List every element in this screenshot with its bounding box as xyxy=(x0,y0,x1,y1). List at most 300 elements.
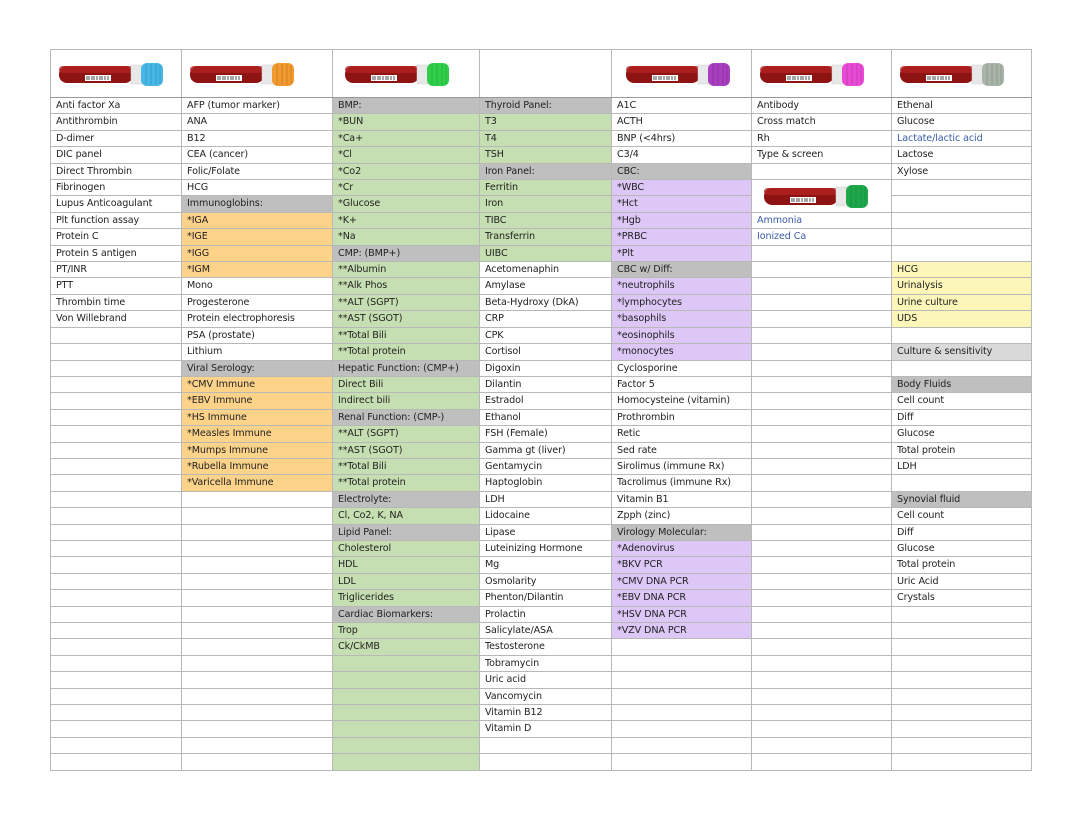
table-row xyxy=(51,721,1032,737)
gold-top-tube xyxy=(188,59,298,89)
gray-top-cell xyxy=(892,180,1032,196)
lavender-top-cell xyxy=(612,360,752,376)
cell-text: FSH (Female) xyxy=(485,428,548,440)
blue-top-cell xyxy=(51,639,182,655)
gray-top-cell xyxy=(892,721,1032,737)
gold-top-cell xyxy=(182,606,333,622)
green-top-cell xyxy=(333,458,480,474)
green-top-cell xyxy=(480,524,612,540)
cell-text: Retic xyxy=(617,428,641,440)
cell-text: Lactate/lactic acid xyxy=(897,132,983,144)
table-row xyxy=(51,245,1032,261)
blue-top-cell xyxy=(51,344,182,360)
cell-text: Lactose xyxy=(897,149,934,161)
gold-top-cell xyxy=(182,655,333,671)
green-top-cell xyxy=(333,409,480,425)
cell-text: CEA (cancer) xyxy=(187,149,249,161)
gray-top-cell xyxy=(892,458,1032,474)
lavender-top-cell xyxy=(612,672,752,688)
cell-text: Haptoglobin xyxy=(485,477,543,489)
blue-top-cell xyxy=(51,475,182,491)
cell-text: Cell count xyxy=(897,510,945,522)
table-row xyxy=(51,606,1032,622)
table-row xyxy=(51,114,1032,130)
green-top-cell xyxy=(333,672,480,688)
blue-top-cell xyxy=(51,623,182,639)
gray-top-cell xyxy=(892,360,1032,376)
cell-text: Protein electrophoresis xyxy=(187,313,295,325)
pink-top-cell xyxy=(752,442,892,458)
cell-text: Sed rate xyxy=(617,444,657,456)
lavender-top-cell xyxy=(612,491,752,507)
green-top-cell xyxy=(333,98,480,114)
dark-green-top-tube xyxy=(762,181,872,211)
green-top-cell xyxy=(480,360,612,376)
table-row xyxy=(51,623,1032,639)
cell-text: Antithrombin xyxy=(56,116,118,128)
cell-text: **AST (SGOT) xyxy=(338,313,403,325)
green-top-cell xyxy=(480,557,612,573)
cell-text: Dilantin xyxy=(485,378,522,390)
lavender-top-cell xyxy=(612,114,752,130)
green-top-cell xyxy=(480,393,612,409)
blue-top-cell xyxy=(51,278,182,294)
pink-top-cell xyxy=(752,458,892,474)
cell-text: LDH xyxy=(897,460,917,472)
cell-text: ANA xyxy=(187,116,208,128)
green-top-cell xyxy=(333,475,480,491)
green-top-cell xyxy=(333,540,480,556)
table-row xyxy=(51,705,1032,721)
cell-text: Salicylate/ASA xyxy=(485,625,553,636)
green-top-cell xyxy=(480,426,612,442)
lavender-top-cell xyxy=(612,130,752,146)
cell-text: **Albumin xyxy=(338,264,387,276)
cell-text: Crystals xyxy=(897,592,935,604)
green-top-cell xyxy=(480,163,612,179)
gold-top-cell xyxy=(182,245,333,261)
light-blue-top-tube xyxy=(57,59,167,89)
pink-top-cell xyxy=(752,754,892,770)
blue-top-cell xyxy=(51,590,182,606)
cell-text: HCG xyxy=(897,264,919,276)
cell-text: Estradol xyxy=(485,395,524,407)
green-top-cell xyxy=(480,98,612,114)
table-row xyxy=(51,540,1032,556)
gold-top-cell xyxy=(182,344,333,360)
table-row xyxy=(51,442,1032,458)
header-cell xyxy=(51,50,182,98)
blue-top-cell xyxy=(51,180,182,196)
cell-text: **Total Bili xyxy=(338,460,387,472)
gray-top-cell xyxy=(892,655,1032,671)
cell-text: Cortisol xyxy=(485,346,521,358)
lavender-top-cell xyxy=(612,688,752,704)
lavender-top-tube xyxy=(624,59,734,89)
header-cell xyxy=(333,50,480,98)
blue-top-cell xyxy=(51,294,182,310)
green-top-cell xyxy=(480,278,612,294)
cell-text: *VZV DNA PCR xyxy=(617,625,687,636)
cell-text: *eosinophils xyxy=(617,329,675,341)
cell-text: *EBV DNA PCR xyxy=(617,592,686,604)
gold-top-cell xyxy=(182,294,333,310)
cell-text: PTT xyxy=(56,280,74,292)
green-top-cell xyxy=(480,245,612,261)
blue-top-cell xyxy=(51,311,182,327)
lavender-top-cell xyxy=(612,590,752,606)
green-top-cell xyxy=(333,737,480,753)
cell-text: Lidocaine xyxy=(485,510,530,522)
blue-top-cell xyxy=(51,360,182,376)
gold-top-cell xyxy=(182,262,333,278)
cell-text: *BKV PCR xyxy=(617,559,663,571)
table-row xyxy=(51,590,1032,606)
cell-text: Rh xyxy=(757,132,770,144)
lavender-top-cell xyxy=(612,212,752,228)
green-top-cell xyxy=(480,327,612,343)
lavender-top-cell xyxy=(612,327,752,343)
cell-text: Vancomycin xyxy=(485,690,542,702)
cell-text: Vitamin B1 xyxy=(617,493,669,505)
table-row xyxy=(51,163,1032,179)
pink-top-cell xyxy=(752,573,892,589)
pink-top-cell xyxy=(752,114,892,130)
gold-top-cell xyxy=(182,688,333,704)
green-top-cell xyxy=(333,278,480,294)
cell-text: Total protein xyxy=(897,444,956,456)
pink-top-cell xyxy=(752,623,892,639)
dark-green-top-cell xyxy=(752,212,892,228)
table-row xyxy=(51,278,1032,294)
gold-top-cell xyxy=(182,442,333,458)
table-row xyxy=(51,754,1032,770)
cell-text: Total protein xyxy=(897,559,956,571)
green-top-cell xyxy=(333,573,480,589)
lavender-top-cell xyxy=(612,376,752,392)
green-top-cell xyxy=(480,705,612,721)
cell-text: CPK xyxy=(485,329,504,341)
blue-top-cell xyxy=(51,245,182,261)
cell-text: Lipid Panel: xyxy=(338,526,392,538)
cell-text: CRP xyxy=(485,313,504,325)
cell-text: *lymphocytes xyxy=(617,296,682,308)
header-cell xyxy=(182,50,333,98)
cell-text: Cross match xyxy=(757,116,816,128)
blue-top-cell xyxy=(51,229,182,245)
green-top-cell xyxy=(480,262,612,278)
gold-top-cell xyxy=(182,180,333,196)
lavender-top-cell xyxy=(612,262,752,278)
cell-text: Ethenal xyxy=(897,100,933,111)
cell-text: *CMV Immune xyxy=(187,378,255,390)
cell-text: Urine culture xyxy=(897,296,958,308)
gray-top-cell xyxy=(892,590,1032,606)
cell-text: *Glucose xyxy=(338,198,381,210)
gray-top-cell xyxy=(892,688,1032,704)
cell-text: *IGG xyxy=(187,247,210,259)
cell-text: Plt function assay xyxy=(56,214,140,226)
cell-text: Type & screen xyxy=(757,149,824,161)
table-row xyxy=(51,344,1032,360)
blue-top-cell xyxy=(51,721,182,737)
lavender-top-cell xyxy=(612,180,752,196)
gray-top-cell xyxy=(892,344,1032,360)
gold-top-cell xyxy=(182,721,333,737)
green-top-cell xyxy=(333,212,480,228)
green-top-cell xyxy=(333,491,480,507)
green-top-cell xyxy=(480,754,612,770)
pink-top-cell xyxy=(752,590,892,606)
cell-text: Lipase xyxy=(485,526,516,538)
header-cell xyxy=(752,50,892,98)
lavender-top-cell xyxy=(612,475,752,491)
table-row xyxy=(51,655,1032,671)
cell-text: *Co2 xyxy=(338,165,362,177)
table-row xyxy=(51,311,1032,327)
gray-top-cell xyxy=(892,294,1032,310)
cell-text: Lithium xyxy=(187,346,223,358)
lavender-top-cell xyxy=(612,344,752,360)
green-top-cell xyxy=(333,262,480,278)
pink-top-cell xyxy=(752,147,892,163)
cell-text: Antibody xyxy=(757,100,799,111)
gray-top-cell xyxy=(892,508,1032,524)
cell-text: T3 xyxy=(485,116,497,128)
tube-header-row xyxy=(51,50,1032,98)
gray-top-cell xyxy=(892,557,1032,573)
lavender-top-cell xyxy=(612,655,752,671)
blue-top-cell xyxy=(51,737,182,753)
pink-top-cell xyxy=(752,688,892,704)
cell-text: A1C xyxy=(617,100,637,111)
gold-top-cell xyxy=(182,163,333,179)
blue-top-cell xyxy=(51,163,182,179)
header-cell xyxy=(612,50,752,98)
pink-top-cell xyxy=(752,491,892,507)
gold-top-cell xyxy=(182,311,333,327)
lavender-top-cell xyxy=(612,442,752,458)
cell-text: Ethanol xyxy=(485,411,521,423)
cell-text: *Na xyxy=(338,231,356,243)
cell-text: Immunoglobins: xyxy=(187,198,263,210)
cell-text: TSH xyxy=(485,149,504,161)
gold-top-cell xyxy=(182,508,333,524)
cell-text: *PRBC xyxy=(617,231,647,243)
cell-text: LDH xyxy=(485,493,505,505)
cell-text: Luteinizing Hormone xyxy=(485,542,583,554)
blue-top-cell xyxy=(51,327,182,343)
cell-text: *Cr xyxy=(338,182,354,194)
cell-text: Trop xyxy=(338,625,358,636)
green-top-cell xyxy=(333,327,480,343)
lavender-top-cell xyxy=(612,163,752,179)
lavender-top-cell xyxy=(612,409,752,425)
cell-text: Von Willebrand xyxy=(56,313,127,325)
cell-text: Triglicerides xyxy=(338,592,394,604)
dark-green-top-cell xyxy=(752,229,892,245)
table-row xyxy=(51,262,1032,278)
gray-top-cell xyxy=(892,475,1032,491)
gray-top-cell xyxy=(892,606,1032,622)
green-top-cell xyxy=(333,655,480,671)
gray-top-cell xyxy=(892,639,1032,655)
gray-top-cell xyxy=(892,98,1032,114)
gold-top-cell xyxy=(182,229,333,245)
green-top-cell xyxy=(333,557,480,573)
lavender-top-cell xyxy=(612,508,752,524)
cell-text: Tacrolimus (immune Rx) xyxy=(617,477,731,489)
gold-top-cell xyxy=(182,147,333,163)
green-top-cell xyxy=(480,294,612,310)
gray-top-cell xyxy=(892,705,1032,721)
gray-top-cell xyxy=(892,491,1032,507)
pink-top-cell xyxy=(752,705,892,721)
cell-text: Ionized Ca xyxy=(757,231,807,243)
table-row xyxy=(51,737,1032,753)
table-row xyxy=(51,573,1032,589)
cell-text: *IGA xyxy=(187,214,209,226)
cell-text: Digoxin xyxy=(485,362,521,374)
gold-top-cell xyxy=(182,672,333,688)
lavender-top-cell xyxy=(612,196,752,212)
table-row xyxy=(51,294,1032,310)
green-top-cell xyxy=(480,573,612,589)
green-top-cell xyxy=(480,229,612,245)
cell-text: Cardiac Biomarkers: xyxy=(338,608,433,620)
blue-top-cell xyxy=(51,130,182,146)
lavender-top-cell xyxy=(612,639,752,655)
blue-top-cell xyxy=(51,655,182,671)
cell-text: Prothrombin xyxy=(617,411,675,423)
gray-top-cell xyxy=(892,540,1032,556)
cell-text: *IGE xyxy=(187,231,208,243)
lavender-top-cell xyxy=(612,524,752,540)
blue-top-cell xyxy=(51,672,182,688)
gray-top-cell xyxy=(892,524,1032,540)
lavender-top-cell xyxy=(612,721,752,737)
lavender-top-cell xyxy=(612,229,752,245)
gray-top-cell xyxy=(892,754,1032,770)
blue-top-cell xyxy=(51,754,182,770)
cell-text: Mono xyxy=(187,280,213,292)
green-top-cell xyxy=(480,672,612,688)
cell-text: Factor 5 xyxy=(617,378,655,390)
cell-text: Electrolyte: xyxy=(338,493,392,505)
green-top-cell xyxy=(480,491,612,507)
cell-text: Uric Acid xyxy=(897,575,939,587)
cell-text: ACTH xyxy=(617,116,643,128)
cell-text: C3/4 xyxy=(617,149,639,161)
gold-top-cell xyxy=(182,393,333,409)
pink-top-cell xyxy=(752,409,892,425)
gray-top-cell xyxy=(892,212,1032,228)
cell-text: *Measles Immune xyxy=(187,428,272,440)
lab-tube-table xyxy=(50,49,1032,771)
green-top-cell xyxy=(480,114,612,130)
cell-text: Lupus Anticoagulant xyxy=(56,198,153,210)
pink-top-cell xyxy=(752,557,892,573)
green-top-cell xyxy=(480,737,612,753)
cell-text: *HS Immune xyxy=(187,411,247,423)
green-top-cell xyxy=(480,639,612,655)
green-top-cell xyxy=(480,376,612,392)
cell-text: **AST (SGOT) xyxy=(338,444,403,456)
blue-top-cell xyxy=(51,557,182,573)
table-row xyxy=(51,426,1032,442)
cell-text: Glucose xyxy=(897,428,935,440)
cell-text: *K+ xyxy=(338,214,357,226)
cell-text: *Varicella Immune xyxy=(187,477,274,489)
cell-text: CMP: (BMP+) xyxy=(338,247,401,259)
blue-top-cell xyxy=(51,540,182,556)
cell-text: Beta-Hydroxy (DkA) xyxy=(485,296,579,308)
green-top-cell xyxy=(480,212,612,228)
cell-text: LDL xyxy=(338,575,356,587)
lavender-top-cell xyxy=(612,294,752,310)
green-top-cell xyxy=(333,344,480,360)
gold-top-cell xyxy=(182,475,333,491)
pink-top-cell xyxy=(752,98,892,114)
table-row xyxy=(51,524,1032,540)
cell-text: Ammonia xyxy=(757,214,803,226)
cell-text: Anti factor Xa xyxy=(56,100,121,111)
gray-top-cell xyxy=(892,147,1032,163)
green-top-cell xyxy=(333,130,480,146)
gold-top-cell xyxy=(182,557,333,573)
gray-top-cell xyxy=(892,623,1032,639)
cell-text: UIBC xyxy=(485,247,508,259)
gray-top-cell xyxy=(892,114,1032,130)
gray-top-tube xyxy=(898,59,1008,89)
blue-top-cell xyxy=(51,458,182,474)
green-top-cell xyxy=(480,623,612,639)
green-top-cell xyxy=(333,442,480,458)
cell-text: *monocytes xyxy=(617,346,674,358)
cell-text: Vitamin B12 xyxy=(485,707,543,719)
cell-text: *CMV DNA PCR xyxy=(617,575,689,587)
cell-text: Body Fluids xyxy=(897,378,952,390)
lab-tube-chart xyxy=(50,49,1031,774)
gray-top-cell xyxy=(892,229,1032,245)
cell-text: B12 xyxy=(187,132,206,144)
blue-top-cell xyxy=(51,491,182,507)
cell-text: Transferrin xyxy=(485,231,535,243)
pink-top-cell xyxy=(752,606,892,622)
lavender-top-cell xyxy=(612,393,752,409)
gray-top-cell xyxy=(892,426,1032,442)
green-top-cell xyxy=(480,458,612,474)
cell-text: AFP (tumor marker) xyxy=(187,100,280,111)
pink-top-cell xyxy=(752,278,892,294)
gray-top-cell xyxy=(892,409,1032,425)
cell-text: *Ca+ xyxy=(338,132,364,144)
cell-text: Homocysteine (vitamin) xyxy=(617,395,730,407)
gray-top-cell xyxy=(892,442,1032,458)
gold-top-cell xyxy=(182,623,333,639)
cell-text: *Cl xyxy=(338,149,352,161)
cell-text: Vitamin D xyxy=(485,723,532,735)
lavender-top-cell xyxy=(612,737,752,753)
cell-text: *Rubella Immune xyxy=(187,460,269,472)
table-row xyxy=(51,458,1032,474)
cell-text: **ALT (SGPT) xyxy=(338,296,399,308)
table-row xyxy=(51,180,1032,196)
gray-top-cell xyxy=(892,130,1032,146)
gray-top-cell xyxy=(892,196,1032,212)
cell-text: Protein C xyxy=(56,231,99,243)
cell-text: Uric acid xyxy=(485,674,526,686)
